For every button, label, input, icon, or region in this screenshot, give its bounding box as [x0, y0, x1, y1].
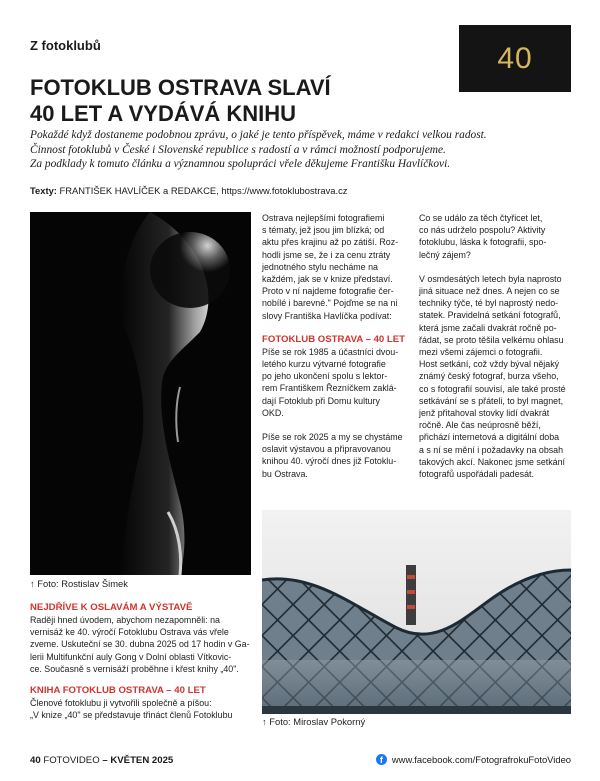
section-label: Z fotoklubů: [30, 38, 101, 53]
footer-facebook[interactable]: [376, 754, 571, 765]
lead-line: Za podklady k tomuto článku a významnou spolupráci vřele děkujeme Františku Havlíčkovi.: [30, 158, 451, 170]
column-middle: [262, 212, 414, 480]
article-title: [30, 75, 450, 127]
paragraph: Píše se rok 1985 a účastníci dvou- letého kurzu výtvarné fotografie po jeho ukončení spolu s lektor- rem Františkem Řezníčkem zaklá- dají Fotoklub při Domu kultury OKD.: [262, 346, 399, 418]
paragraph: Ostrava nejlepšími fotografiemi s tématy, jež jsou jim blízká; od aktu přes krajinu až po zátiší. Roz- hodli jsme se, že i za cenu ztráty jednotného stylu necháme na každém, jak se v knize představí. Proto v ní najdeme fotografie čer- nobílé i barevné." Pojďme se na ni slovy Františka Havlíčka podívat:: [262, 213, 399, 321]
credits-label: Texty:: [30, 185, 57, 196]
facebook-link[interactable]: www.facebook.com/FotografrokuFotoVideo: [391, 754, 571, 765]
title-line-1: FOTOKLUB OSTRAVA SLAVÍ: [30, 75, 331, 100]
magazine-name: FOTOVIDEO: [43, 755, 100, 766]
subheading-kniha: KNIHA FOTOKLUB OSTRAVA – 40 LET: [30, 685, 206, 697]
title-line-2: 40 LET A VYDÁVÁ KNIHU: [30, 101, 297, 126]
page-number: 40: [30, 755, 41, 766]
lead-line: Pokaždé když dostaneme podobnou zprávu, o jaké je tento příspěvek, máme v redakci velkou radost.: [30, 129, 487, 141]
paragraph: V osmdesátých letech byla naprosto jiná situace než dnes. A nejen co se techniky týče, té byl naprostý nedo- statek. Pravidelná setkání fotografů, která jsme začali dvakrát ročně po- řádat, se proto těšila velkému ohlasu mezi všemi zájemci o fotografii. Host setkání, což vždy býval nějaký známý český fotograf, burza všeho, co s fotografií souvisí, ale také prosté setkávání se s přáteli, to byl magnet, jenž přitahoval stovky lidí dvakrát ročně. Ale čas neúprosně běží, přichází internetová a digitální doba a s ní se mění i požadavky na obsah takových akcí. Nakonec jsme setkání fotografů uspořádali padesát.: [419, 273, 566, 480]
column-right: [419, 212, 577, 480]
issue-badge: 40: [459, 25, 571, 92]
photo-caption-2: ↑ Foto: Miroslav Pokorný: [262, 716, 366, 727]
facebook-icon: f: [376, 754, 387, 765]
credits: [30, 185, 347, 196]
photo-caption-1: ↑ Foto: Rostislav Šimek: [30, 578, 128, 589]
paragraph: Píše se rok 2025 a my se chystáme oslavit výstavou a připravovanou knihou 40. výročí dnes již Fotoklu- bu Ostrava.: [262, 432, 403, 479]
column-left-bottom: [30, 602, 255, 721]
lead-line: Činnost fotoklubů v České i Slovenské republice s radostí a v rámci možností podporujeme.: [30, 143, 446, 156]
subheading-oslavy: NEJDŘÍVE K OSLAVÁM A VÝSTAVĚ: [30, 602, 193, 613]
arrow-up-icon: ↑: [262, 716, 267, 727]
nude-photo: [30, 212, 251, 575]
footer-issue: [30, 755, 173, 766]
architecture-photo: [262, 510, 571, 714]
article-lead: [30, 128, 575, 172]
subheading-fotoklub-40: FOTOKLUB OSTRAVA – 40 LET: [262, 333, 406, 345]
paragraph: Raději hned úvodem, abychom nezapomněli: na vernisáž ke 40. výročí Fotoklubu Ostrava vás vřele zveme. Uskuteční se 30. dubna 2025 od 17 hodin v Ga- lerii Multifunkční auly Gong v Dolní oblasti Vítkovic- ce. Současně s vernisáží proběhne i křest knihy „40".: [30, 615, 250, 674]
paragraph: Co se událo za těch čtyřicet let, co nás udrželo pospolu? Aktivity fotoklubu, láska k fotografii, spo- lečný zájem?: [419, 213, 547, 260]
issue-date: – KVĚTEN 2025: [102, 755, 174, 766]
paragraph: Členové fotoklubu ji vytvořili společně a píšou: „V knize „40" se představuje třináct členů Fotoklubu: [30, 698, 233, 721]
arrow-up-icon: ↑: [30, 578, 35, 589]
credits-text: FRANTIŠEK HAVLÍČEK a REDAKCE, https://www.fotoklubostrava.cz: [59, 185, 348, 196]
